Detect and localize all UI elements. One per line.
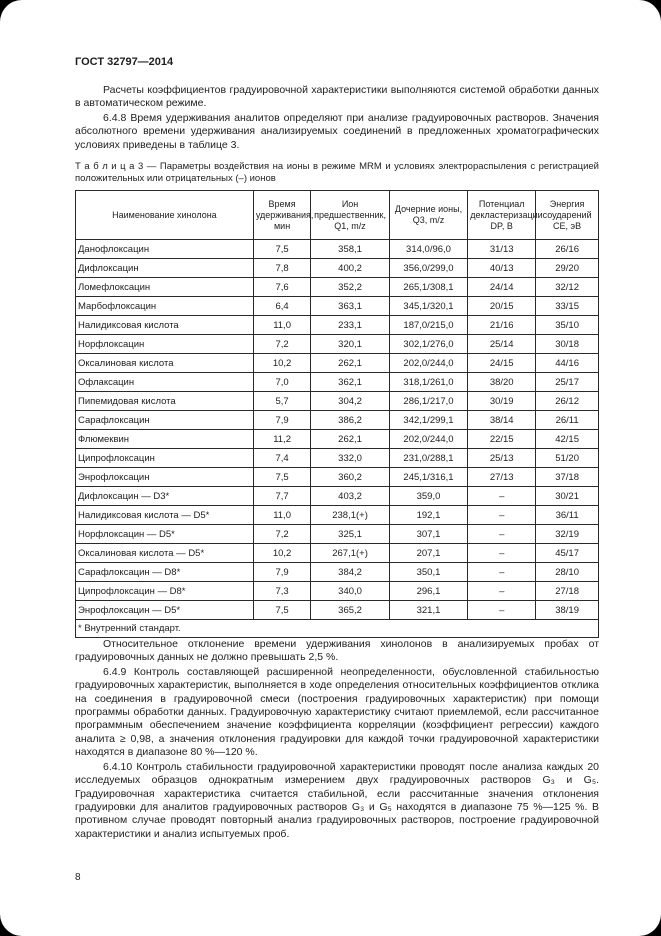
table-row	[76, 392, 599, 411]
quinolone-name-cell: Данофлоксацин	[76, 240, 254, 259]
value-cell: 20/15	[468, 297, 536, 316]
value-cell: 187,0/215,0	[389, 316, 467, 335]
col-header-retention-time: Время удерживания, мин	[253, 191, 311, 240]
value-cell: 27/13	[468, 468, 536, 487]
table-header-row	[76, 191, 599, 240]
value-cell: 10,2	[253, 544, 311, 563]
value-cell: 233,1	[311, 316, 389, 335]
value-cell: 7,7	[253, 487, 311, 506]
table-row	[76, 278, 599, 297]
value-cell: 27/18	[536, 582, 599, 601]
value-cell: 207,1	[389, 544, 467, 563]
value-cell: 26/16	[536, 240, 599, 259]
value-cell: 302,1/276,0	[389, 335, 467, 354]
table-row	[76, 316, 599, 335]
document-header: ГОСТ 32797—2014	[75, 56, 174, 68]
value-cell: 231,0/288,1	[389, 449, 467, 468]
value-cell: 350,1	[389, 563, 467, 582]
value-cell: 363,1	[311, 297, 389, 316]
table-row	[76, 411, 599, 430]
value-cell: 345,1/320,1	[389, 297, 467, 316]
value-cell: –	[468, 563, 536, 582]
value-cell: 202,0/244,0	[389, 354, 467, 373]
value-cell: 286,1/217,0	[389, 392, 467, 411]
value-cell: –	[468, 601, 536, 620]
value-cell: 245,1/316,1	[389, 468, 467, 487]
value-cell: 24/15	[468, 354, 536, 373]
table-row	[76, 563, 599, 582]
value-cell: 37/18	[536, 468, 599, 487]
value-cell: 356,0/299,0	[389, 259, 467, 278]
value-cell: –	[468, 525, 536, 544]
value-cell: 320,1	[311, 335, 389, 354]
value-cell: 262,1	[311, 354, 389, 373]
quinolone-name-cell: Ципрофлоксацин	[76, 449, 254, 468]
document-content	[75, 56, 599, 842]
value-cell: 386,2	[311, 411, 389, 430]
value-cell: 262,1	[311, 430, 389, 449]
value-cell: 7,8	[253, 259, 311, 278]
value-cell: 31/13	[468, 240, 536, 259]
paragraph-6-4-9: 6.4.9 Контроль составляющей расширенной неопределенности, обусловленной стабильностью градуировочных характеристик, выполняется в ходе определения относительных коэффициентов отклика на соединения в градуировочной смеси (построения градуировочных характеристик) при помощи программы обработки данных. Градуировочную характеристику считают приемлемой, если рассчитанное программным обеспечением значение коэффициента корреляции (коэффициент регрессии) каждого аналита ≥ 0,98, а значения отклонения градуировки для каждой точки градуировочной характеристики находятся в диапазоне 80 %—120 %.	[75, 665, 599, 759]
value-cell: 5,7	[253, 392, 311, 411]
value-cell: 42/15	[536, 430, 599, 449]
value-cell: 33/15	[536, 297, 599, 316]
col-header-precursor-ion: Ион предшественник, Q1, m/z	[311, 191, 389, 240]
table-row	[76, 297, 599, 316]
value-cell: 7,4	[253, 449, 311, 468]
quinolone-name-cell: Дифлоксацин — D3*	[76, 487, 254, 506]
value-cell: 321,1	[389, 601, 467, 620]
quinolone-name-cell: Энрофлоксацин — D5*	[76, 601, 254, 620]
value-cell: 362,1	[311, 373, 389, 392]
value-cell: 11,2	[253, 430, 311, 449]
value-cell: 7,0	[253, 373, 311, 392]
value-cell: 32/12	[536, 278, 599, 297]
value-cell: 7,9	[253, 563, 311, 582]
value-cell: 238,1(+)	[311, 506, 389, 525]
table-caption: Т а б л и ц а 3 — Параметры воздействия на ионы в режиме MRM и условиях электрораспыления с регистрацией положительных или отрицательных (–) ионов	[75, 161, 599, 185]
table-row	[76, 487, 599, 506]
value-cell: 29/20	[536, 259, 599, 278]
value-cell: 45/17	[536, 544, 599, 563]
table-row	[76, 582, 599, 601]
table-row	[76, 468, 599, 487]
table-row	[76, 525, 599, 544]
table-row	[76, 449, 599, 468]
value-cell: 26/11	[536, 411, 599, 430]
quinolone-name-cell: Норфлоксацин	[76, 335, 254, 354]
value-cell: 332,0	[311, 449, 389, 468]
quinolone-name-cell: Сарафлоксацин	[76, 411, 254, 430]
value-cell: 7,9	[253, 411, 311, 430]
col-header-daughter-ions: Дочерние ионы, Q3, m/z	[389, 191, 467, 240]
value-cell: –	[468, 487, 536, 506]
value-cell: 38/20	[468, 373, 536, 392]
value-cell: 7,5	[253, 601, 311, 620]
value-cell: –	[468, 506, 536, 525]
table-row	[76, 506, 599, 525]
quinolone-name-cell: Энрофлоксацин	[76, 468, 254, 487]
table-row	[76, 373, 599, 392]
table-row	[76, 240, 599, 259]
quinolone-name-cell: Дифлоксацин	[76, 259, 254, 278]
quinolone-name-cell: Марбофлоксацин	[76, 297, 254, 316]
value-cell: 7,5	[253, 240, 311, 259]
value-cell: 7,2	[253, 335, 311, 354]
table-row	[76, 601, 599, 620]
paragraph-6-4-10: 6.4.10 Контроль стабильности градуировочной характеристики проводят после анализа каждых 20 исследуемых образцов однократным измерением двух градуировочных растворов G₃ и G₅. Градуировочная характеристика считается стабильной, если рассчитанные значения отклонения градуировки для аналитов градуировочных растворов G₃ и G₅ находятся в диапазоне 75 %—125 %. В противном случае проводят повторный анализ градуировочных растворов, построение градуировочной характеристики и анализ испытуемых проб.	[75, 760, 599, 840]
value-cell: 7,5	[253, 468, 311, 487]
table-row	[76, 335, 599, 354]
value-cell: 30/18	[536, 335, 599, 354]
value-cell: –	[468, 582, 536, 601]
value-cell: 7,2	[253, 525, 311, 544]
page-number: 8	[75, 872, 81, 883]
value-cell: 10,2	[253, 354, 311, 373]
table-footnote-row	[76, 620, 599, 638]
value-cell: 24/14	[468, 278, 536, 297]
value-cell: 318,1/261,0	[389, 373, 467, 392]
quinolone-name-cell: Оксалиновая кислота	[76, 354, 254, 373]
value-cell: 11,0	[253, 316, 311, 335]
value-cell: 267,1(+)	[311, 544, 389, 563]
table-body	[76, 240, 599, 620]
value-cell: 314,0/96,0	[389, 240, 467, 259]
value-cell: 365,2	[311, 601, 389, 620]
value-cell: 22/15	[468, 430, 536, 449]
value-cell: 28/10	[536, 563, 599, 582]
table-3	[75, 190, 599, 638]
value-cell: 360,2	[311, 468, 389, 487]
value-cell: 38/14	[468, 411, 536, 430]
value-cell: 25/13	[468, 449, 536, 468]
quinolone-name-cell: Пипемидовая кислота	[76, 392, 254, 411]
value-cell: 26/12	[536, 392, 599, 411]
value-cell: 359,0	[389, 487, 467, 506]
value-cell: 352,2	[311, 278, 389, 297]
value-cell: 35/10	[536, 316, 599, 335]
value-cell: 25/14	[468, 335, 536, 354]
quinolone-name-cell: Налидиксовая кислота	[76, 316, 254, 335]
table-row	[76, 430, 599, 449]
value-cell: 202,0/244,0	[389, 430, 467, 449]
quinolone-name-cell: Сарафлоксацин — D8*	[76, 563, 254, 582]
quinolone-name-cell: Норфлоксацин — D5*	[76, 525, 254, 544]
value-cell: 307,1	[389, 525, 467, 544]
value-cell: 38/19	[536, 601, 599, 620]
value-cell: 358,1	[311, 240, 389, 259]
value-cell: 340,0	[311, 582, 389, 601]
quinolone-name-cell: Ципрофлоксацин — D8*	[76, 582, 254, 601]
value-cell: 30/19	[468, 392, 536, 411]
col-header-declustering-potential: Потенциал декластеризации DP, В	[468, 191, 536, 240]
quinolone-name-cell: Налидиксовая кислота — D5*	[76, 506, 254, 525]
value-cell: 44/16	[536, 354, 599, 373]
value-cell: 325,1	[311, 525, 389, 544]
quinolone-name-cell: Офлаксацин	[76, 373, 254, 392]
value-cell: 192,1	[389, 506, 467, 525]
quinolone-name-cell: Оксалиновая кислота — D5*	[76, 544, 254, 563]
col-header-quinolone-name: Наименование хинолона	[76, 191, 254, 240]
value-cell: 40/13	[468, 259, 536, 278]
value-cell: 296,1	[389, 582, 467, 601]
value-cell: 25/17	[536, 373, 599, 392]
table-row	[76, 544, 599, 563]
col-header-collision-energy: Энергия соударений CE, эВ	[536, 191, 599, 240]
value-cell: 11,0	[253, 506, 311, 525]
paragraph-deviation: Относительное отклонение времени удерживания хинолонов в анализируемых пробах от градуировочных данных не должно превышать 2,5 %.	[75, 638, 599, 664]
paragraph-intro: Расчеты коэффициентов градуировочной характеристики выполняются системой обработки данных в автоматическом режиме.	[75, 84, 599, 110]
value-cell: 403,2	[311, 487, 389, 506]
value-cell: 32/19	[536, 525, 599, 544]
value-cell: –	[468, 544, 536, 563]
quinolone-name-cell: Ломефлоксацин	[76, 278, 254, 297]
value-cell: 7,6	[253, 278, 311, 297]
table-row	[76, 259, 599, 278]
value-cell: 384,2	[311, 563, 389, 582]
value-cell: 21/16	[468, 316, 536, 335]
value-cell: 304,2	[311, 392, 389, 411]
table-header	[76, 191, 599, 240]
value-cell: 400,2	[311, 259, 389, 278]
value-cell: 265,1/308,1	[389, 278, 467, 297]
paragraph-6-4-8: 6.4.8 Время удерживания аналитов определяют при анализе градуировочных растворов. Значения абсолютного времени удерживания анализируемых соединений в предложенных хроматографических условиях приведены в таблице 3.	[75, 111, 599, 151]
table-footnote: * Внутренний стандарт.	[76, 620, 599, 638]
table-footer	[76, 620, 599, 638]
value-cell: 6,4	[253, 297, 311, 316]
value-cell: 51/20	[536, 449, 599, 468]
value-cell: 342,1/299,1	[389, 411, 467, 430]
value-cell: 30/21	[536, 487, 599, 506]
quinolone-name-cell: Флюмеквин	[76, 430, 254, 449]
value-cell: 7,3	[253, 582, 311, 601]
table-row	[76, 354, 599, 373]
value-cell: 36/11	[536, 506, 599, 525]
